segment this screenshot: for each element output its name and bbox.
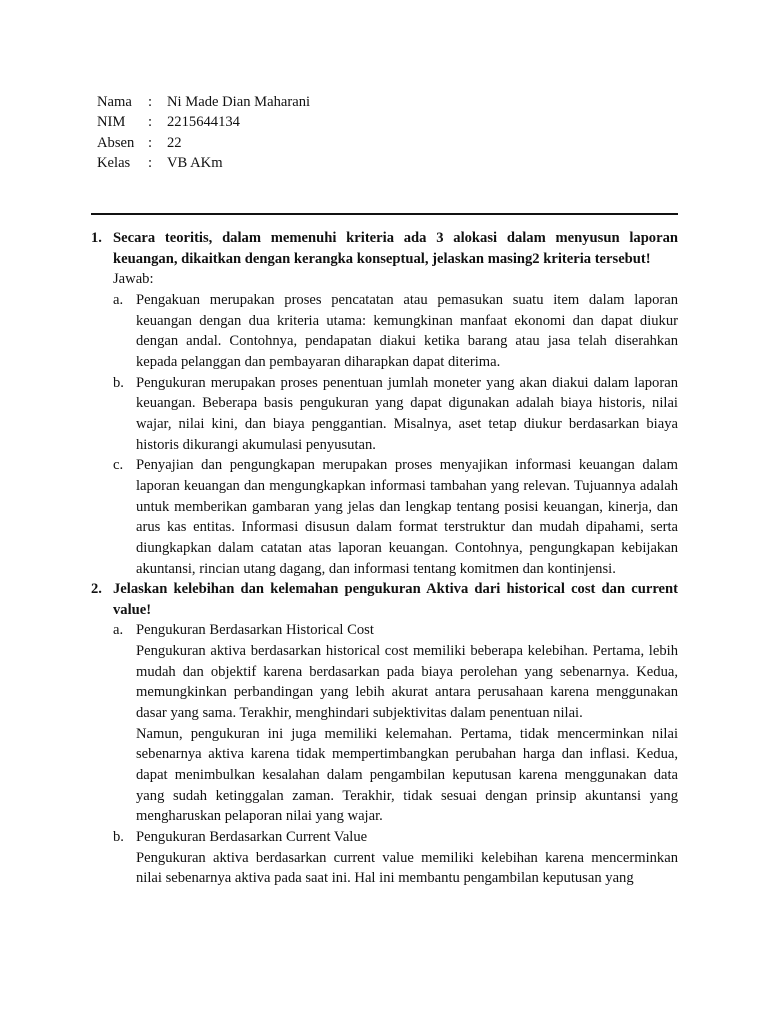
item-letter: b.: [113, 829, 124, 846]
header-divider: [91, 213, 678, 215]
answer-item-b: [113, 373, 678, 456]
question-title: Secara teoritis, dalam memenuhi kriteria ada 3 alokasi dalam menyusun laporan keuangan, dikaitkan dengan kerangka konseptual, jelaskan masing2 kriteria tersebut!: [113, 230, 678, 267]
identity-row-nim: [97, 112, 310, 132]
item-paragraph: Namun, pengukuran ini juga memiliki kelemahan. Pertama, tidak mencerminkan nilai sebenarnya aktiva karena tidak mempertimbangkan perubahan harga dan inflasi. Kedua, dapat menimbulkan kesalahan dalam pengambilan keputusan karena menggunakan data yang sudah ketinggalan zaman. Terakhir, tidak sesuai dengan prinsip akuntansi yang mengharuskan pelaporan nilai yang wajar.: [136, 725, 678, 825]
item-paragraph: Pengukuran aktiva berdasarkan historical cost memiliki beberapa kelebihan. Pertama, lebih mudah dan objektif karena berdasarkan pada biaya perolehan yang sebenarnya. Kedua, memungkinkan perbandingan yang lebih akurat antara perusahaan karena menggunakan dasar yang sama. Terakhir, menghindari subjektivitas dalam penentuan nilai.: [136, 643, 678, 722]
name-value: Ni Made Dian Maharani: [167, 94, 311, 110]
identity-row-kelas: [97, 153, 310, 173]
student-identity: [97, 92, 310, 173]
question-number: 1.: [91, 230, 102, 246]
item-heading: Pengukuran Berdasarkan Current Value: [136, 829, 368, 846]
identity-row-absen: [97, 133, 310, 153]
question-1: [91, 228, 678, 579]
nim-value: 2215644134: [167, 114, 240, 131]
absen-value: 22: [167, 134, 182, 151]
answer-item-c: [113, 455, 678, 579]
item-heading: Pengukuran Berdasarkan Historical Cost: [136, 622, 374, 639]
answer-label: Jawab:: [113, 271, 154, 288]
colon: :: [148, 94, 153, 110]
answer-item-a: [113, 290, 678, 373]
identity-row-name: [97, 92, 310, 112]
name-label: Nama: [97, 94, 132, 110]
question-2: [91, 579, 678, 889]
item-letter: c.: [113, 457, 124, 474]
question-title: Jelaskan kelebihan dan kelemahan pengukuran Aktiva dari historical cost dan current value!: [113, 581, 678, 618]
item-text: Penyajian dan pengungkapan merupakan proses menyajikan informasi keuangan dalam laporan keuangan dan mengungkapkan informasi tambahan yang relevan. Tujuannya adalah untuk memberikan gambaran yang jelas dan lengkap tentang posisi keuangan, kinerja, dan arus kas entitas. Informasi disusun dalam format terstruktur dan mudah dipahami, serta diungkapkan dalam catatan atas laporan keuangan. Contohnya, pengungkapan kebijakan akuntansi, rincian utang dagang, dan informasi tentang komitmen dan kontinjensi.: [136, 457, 678, 577]
answer-item-b: [113, 827, 678, 889]
colon: :: [148, 154, 153, 171]
nim-label: NIM: [97, 114, 126, 131]
item-text: Pengukuran merupakan proses penentuan jumlah moneter yang akan diakui dalam laporan keuangan. Beberapa basis pengukuran yang dapat digunakan adalah biaya historis, nilai wajar, nilai kini, dan biaya penggantian. Misalnya, aset tetap diukur berdasarkan biaya historis dikurangi akumulasi penyusutan.: [136, 374, 678, 453]
item-letter: a.: [113, 622, 124, 639]
item-paragraph: Pengukuran aktiva berdasarkan current value memiliki kelebihan karena mencerminkan nilai sebenarnya aktiva pada saat ini. Hal ini membantu pengambilan keputusan yang: [136, 849, 678, 887]
answer-item-a: [113, 620, 678, 827]
document-body: [91, 228, 678, 889]
item-letter: b.: [113, 374, 124, 391]
colon: :: [148, 114, 153, 131]
question-number: 2.: [91, 581, 102, 598]
colon: :: [148, 134, 153, 151]
kelas-value: VB AKm: [167, 154, 223, 171]
item-text: Pengakuan merupakan proses pencatatan atau pemasukan suatu item dalam laporan keuangan dengan dua kriteria utama: kemungkinan manfaat ekonomi dan dapat diukur dengan andal. Contohnya, pendapatan diakui ketika barang atau jasa telah diserahkan kepada pelanggan dan pembayaran diharapkan dapat diterima.: [136, 291, 678, 370]
kelas-label: Kelas: [97, 154, 131, 171]
absen-label: Absen: [97, 134, 135, 151]
item-letter: a.: [113, 291, 124, 308]
